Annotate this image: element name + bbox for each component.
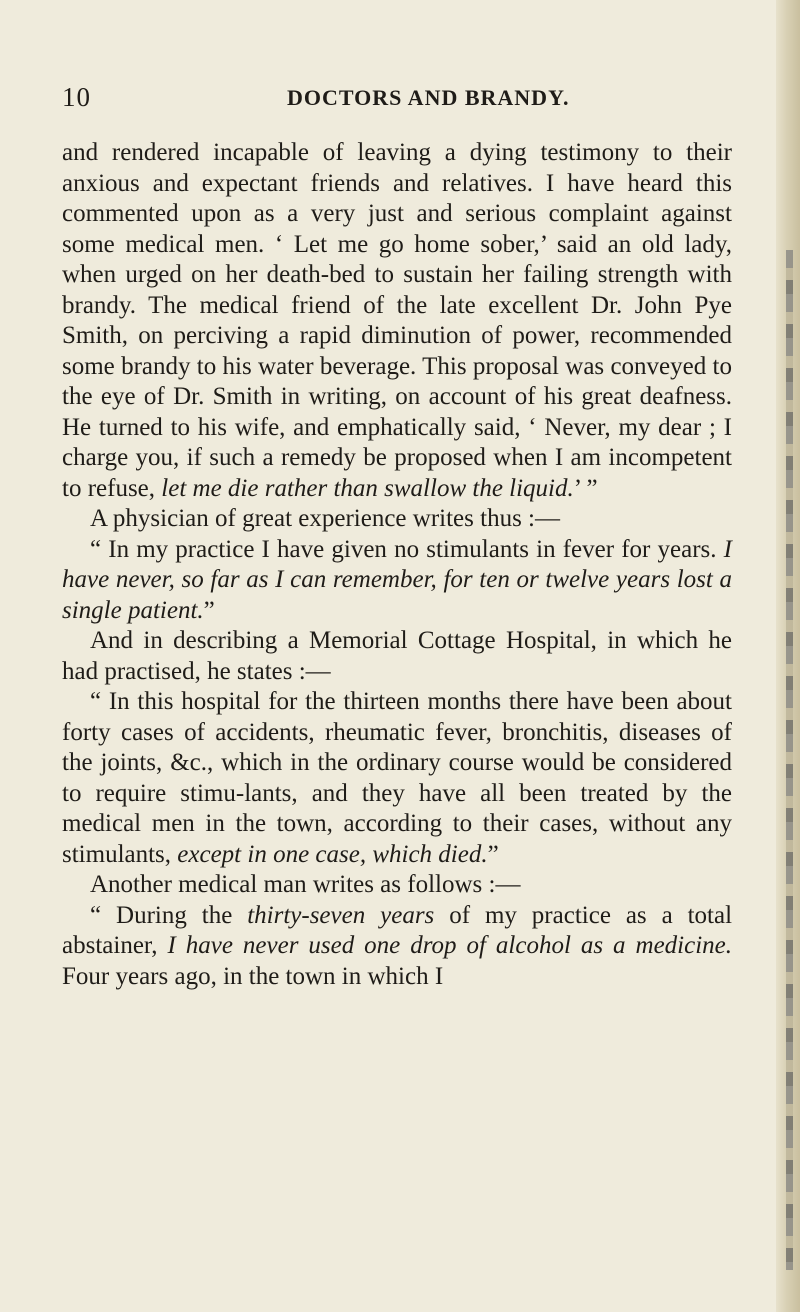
paragraph-1 xyxy=(62,138,732,504)
paragraph-5-start: “ In this hospital for the thirteen months there have been about forty cases of accidents, rheumatic fever, bronchitis, diseases of the joints, &c., which in the ordinary course would be considered to require stimu-lants, and they have all been treated by the medical men in the town, according to their cases, without any stimulants, xyxy=(62,688,732,868)
paragraph-7-start: “ During the xyxy=(90,901,248,929)
page-number: 10 xyxy=(62,82,91,112)
page-text xyxy=(62,138,732,992)
paragraph-5-italic: except in one case, which died. xyxy=(177,840,488,868)
paragraph-3-italic: I have never, so far as I can remember, for ten or twelve years lost a single patient. xyxy=(62,535,732,624)
paragraph-3-end: ” xyxy=(203,596,215,624)
paragraph-6: Another medical man writes as follows :— xyxy=(90,871,521,898)
running-head: DOCTORS AND BRANDY. xyxy=(287,85,570,110)
paragraph-7-middle: of my practice as a total abstainer, xyxy=(62,901,733,959)
paragraph-3-start: “ In my practice I have given no stimulants in fever for years. xyxy=(90,535,724,563)
paragraph-5-end: ” xyxy=(487,840,499,868)
paragraph-7-end: Four years ago, in the town in which I xyxy=(62,962,444,990)
paragraph-5 xyxy=(62,687,732,870)
page-edge xyxy=(776,0,800,1312)
paragraph-7-italic-2: I have never used one drop of alcohol as a medicine. xyxy=(167,932,733,959)
paragraph-1-end: ’ ” xyxy=(573,474,598,502)
paragraph-7-italic-1: thirty-seven years xyxy=(247,901,435,929)
paragraph-3 xyxy=(62,535,732,627)
paragraph-2: A physician of great experience writes thus :— xyxy=(90,505,560,532)
paragraph-7 xyxy=(62,901,732,993)
paragraph-4: And in describing a Memorial Cottage Hospital, in which he had practised, he states :— xyxy=(62,627,732,685)
paragraph-1-start: and rendered incapable of leaving a dying testimony to their anxious and expectant friends and relatives. I have heard this commented upon as a very just and serious complaint against some medical men. ‘ Let me go home sober,’ said an old lady, when urged on her death-bed to sustain her failing strength with brandy. The medical friend of the late excellent Dr. John Pye Smith, on perciving a rapid diminution of power, recommended some brandy to his water beverage. This proposal was conveyed to the eye of Dr. Smith in writing, on account of his great deafness. He turned to his wife, and emphatically said, ‘ Never, my dear ; I charge you, if such a remedy be proposed when I am incompetent to refuse, xyxy=(62,139,732,502)
page-header xyxy=(62,82,742,116)
paragraph-1-italic: let me die rather than swallow the liquid. xyxy=(161,474,574,502)
